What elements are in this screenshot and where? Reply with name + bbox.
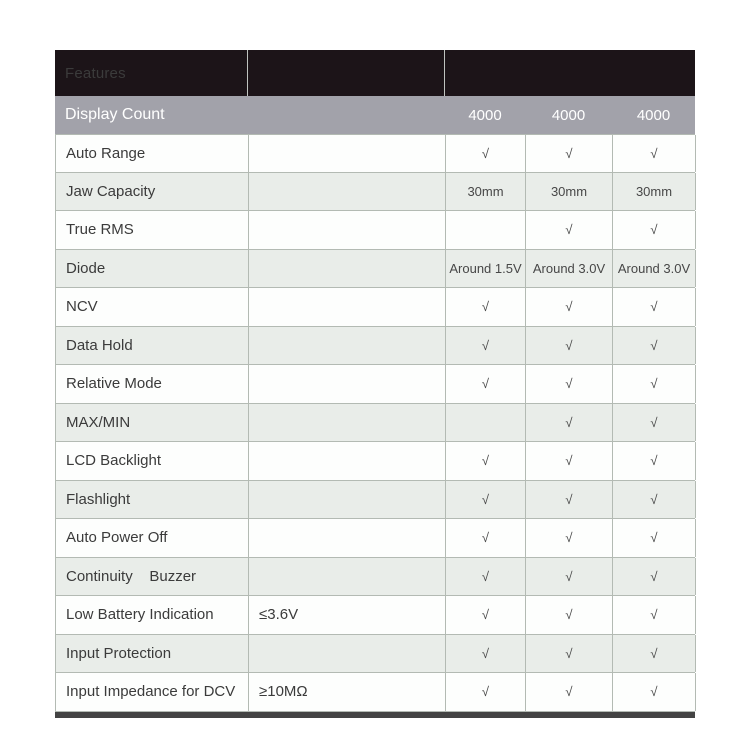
feature-note [249,481,446,519]
feature-note [249,404,446,442]
feature-name: Low Battery Indication [56,596,249,634]
table-row [55,558,695,597]
value-col-3: √ [613,288,696,326]
feature-note [249,635,446,673]
value-col-3: √ [613,635,696,673]
table-row [55,134,695,173]
table-row [55,481,695,520]
value-col-2: √ [526,135,613,172]
value-col-3: √ [613,211,696,249]
feature-name: Jaw Capacity [56,173,249,211]
table-row [55,173,695,212]
value-col-1: √ [446,558,526,596]
display-count-label: Display Count [65,106,165,123]
feature-note [249,365,446,403]
value-col-2: √ [526,635,613,673]
display-count-row [55,96,695,134]
value-col-3: √ [613,673,696,711]
display-count-value-3: 4000 [636,106,671,124]
feature-note [249,135,446,172]
display-count-value-2: 4000 [551,106,586,124]
feature-note [249,288,446,326]
feature-note: ≤3.6V [249,596,446,634]
table-row [55,365,695,404]
value-col-1: √ [446,481,526,519]
value-col-2: 30mm [526,173,613,211]
feature-name: LCD Backlight [56,442,249,480]
value-col-1: Around 1.5V [446,250,526,288]
feature-note [249,250,446,288]
feature-name: Auto Range [56,135,249,172]
value-col-3: √ [613,135,696,172]
value-col-1: √ [446,327,526,365]
feature-name: Continuity Buzzer [56,558,249,596]
feature-name: Data Hold [56,327,249,365]
value-col-1 [446,404,526,442]
value-col-2: √ [526,481,613,519]
value-col-3: √ [613,327,696,365]
value-col-2: √ [526,519,613,557]
feature-name: True RMS [56,211,249,249]
value-col-1: √ [446,635,526,673]
features-spec-table [55,50,695,718]
value-col-3: √ [613,481,696,519]
feature-name: NCV [56,288,249,326]
table-header-row [55,50,695,96]
header-empty-values-cell [445,50,695,96]
feature-name: Input Protection [56,635,249,673]
feature-note [249,519,446,557]
value-col-3: √ [613,596,696,634]
table-row [55,519,695,558]
feature-name: Relative Mode [56,365,249,403]
value-col-1: √ [446,135,526,172]
feature-note: ≥10MΩ [249,673,446,711]
value-col-1 [446,211,526,249]
value-col-2: √ [526,288,613,326]
value-col-2: √ [526,558,613,596]
value-col-3: √ [613,404,696,442]
value-col-1: √ [446,673,526,711]
table-row [55,327,695,366]
feature-note [249,558,446,596]
feature-name: Flashlight [56,481,249,519]
table-row [55,404,695,443]
display-count-value-1: 4000 [468,106,502,124]
features-header-label: Features [55,50,248,96]
value-col-1: √ [446,288,526,326]
display-count-note-cell [248,96,445,134]
value-col-2: √ [526,365,613,403]
table-row [55,596,695,635]
value-col-3: √ [613,365,696,403]
header-empty-note-cell [248,50,445,96]
feature-name: MAX/MIN [56,404,249,442]
value-col-2: Around 3.0V [526,250,613,288]
table-row [55,288,695,327]
table-row [55,635,695,674]
feature-note [249,211,446,249]
value-col-2: √ [526,404,613,442]
table-row [55,673,695,712]
feature-name: Auto Power Off [56,519,249,557]
value-col-1: 30mm [446,173,526,211]
value-col-3: √ [613,558,696,596]
value-col-2: √ [526,211,613,249]
feature-name: Input Impedance for DCV [56,673,249,711]
value-col-2: √ [526,596,613,634]
value-col-1: √ [446,365,526,403]
value-col-1: √ [446,596,526,634]
value-col-3: 30mm [613,173,696,211]
feature-note [249,173,446,211]
feature-note [249,442,446,480]
table-body [55,134,695,712]
table-row [55,250,695,289]
table-row [55,442,695,481]
table-bottom-bar [55,712,695,718]
feature-note [249,327,446,365]
value-col-3: √ [613,442,696,480]
value-col-2: √ [526,673,613,711]
value-col-2: √ [526,327,613,365]
table-row [55,211,695,250]
feature-name: Diode [56,250,249,288]
value-col-2: √ [526,442,613,480]
value-col-1: √ [446,519,526,557]
value-col-3: Around 3.0V [613,250,696,288]
value-col-3: √ [613,519,696,557]
value-col-1: √ [446,442,526,480]
